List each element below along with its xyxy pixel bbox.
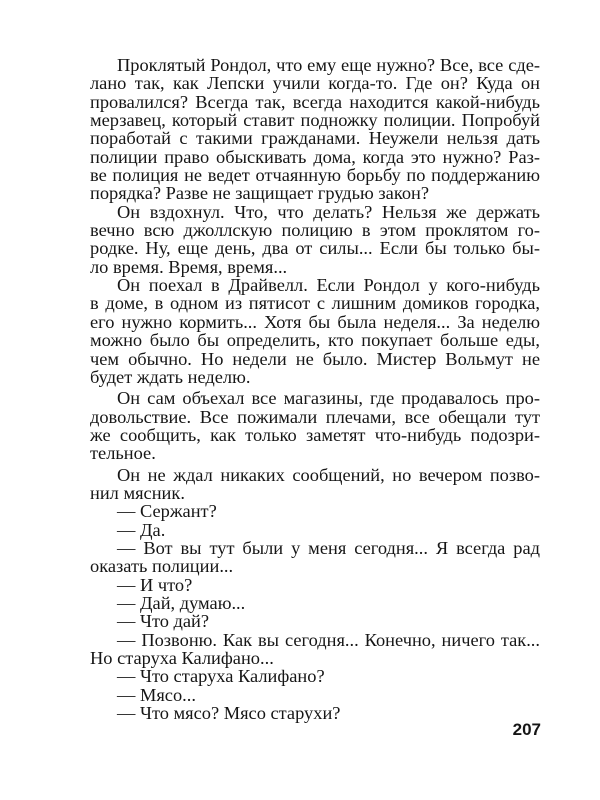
text-line: нил мясник.: [90, 482, 185, 503]
text-line: порядка? Разве не защищает грудью закон?: [90, 183, 430, 204]
text-line: — Что мясо? Мясо старухи?: [117, 703, 341, 724]
dialogue-line: [90, 521, 540, 539]
dialogue-line: [90, 667, 540, 685]
text-line: — Дай, думаю...: [117, 592, 246, 613]
dialogue-line: [90, 576, 540, 594]
paragraph: [90, 466, 540, 503]
text-line: — Позвоню. Как вы сегодня... Конечно, ничего так...: [117, 629, 540, 650]
dialogue-line: [90, 502, 540, 520]
text-line: лано так, как Лепски учили когда-то. Где он? Куда он: [90, 73, 540, 94]
text-line: Он поехал в Драйвелл. Если Рондол у кого-нибудь: [117, 275, 540, 296]
dialogue-line: [90, 612, 540, 630]
page-number: 207: [512, 720, 541, 739]
dialogue-line: [90, 704, 540, 722]
text-line: провалился? Всегда так, всегда находится какой-нибудь: [90, 91, 540, 112]
text-line: в доме, в одном из пятисот с лишним домиков городка,: [90, 293, 540, 314]
paragraph: [90, 203, 540, 276]
dialogue-line: [90, 594, 540, 612]
text-line: можно было бы определить, кто покупает больше еды,: [90, 330, 540, 351]
text-line: чем обычно. Но недели не было. Мистер Вольмут не: [90, 348, 540, 369]
text-line: — Что дай?: [117, 611, 210, 632]
dialogue-line: [90, 631, 540, 668]
text-line: — Сержант?: [117, 501, 217, 522]
paragraph: [90, 56, 540, 203]
text-line: — Вот вы тут были у меня сегодня... Я всегда рад: [117, 537, 540, 558]
text-line: — И что?: [117, 574, 193, 595]
dialogue-line: [90, 686, 540, 704]
text-line: родке. Ну, еще день, два от силы... Если бы только бы-: [90, 238, 540, 259]
text-line: поработай с такими гражданами. Неужели нельзя дать: [90, 128, 540, 149]
text-line: Он не ждал никаких сообщений, но вечером позво-: [117, 464, 540, 485]
text-line: — Что старуха Калифано?: [117, 666, 325, 687]
text-line: будет ждать неделю.: [90, 366, 251, 387]
text-line: ве полиция не ведет отчаянную борьбу по поддержанию: [90, 165, 540, 186]
dialogue-line: [90, 539, 540, 576]
text-line: — Да.: [117, 519, 166, 540]
paragraph: [90, 389, 540, 462]
paragraph: [90, 276, 540, 386]
text-line: его нужно кормить... Хотя бы была неделя... За неделю: [90, 311, 540, 332]
text-line: довольствие. Все пожимали плечами, все обещали тут: [90, 406, 540, 427]
text-line: полиции право обыскивать дома, когда это нужно? Раз-: [90, 146, 540, 167]
text-line: оказать полиции...: [90, 556, 234, 577]
text-line: — Мясо...: [117, 684, 196, 705]
text-line: же сообщить, как только заметят что-нибудь подозри-: [90, 424, 540, 445]
text-line: Он вздохнул. Что, что делать? Нельзя же держать: [117, 201, 540, 222]
body-text: [90, 56, 540, 722]
text-line: мерзавец, который ставит подножку полиции. Попробуй: [90, 110, 540, 131]
text-line: Проклятый Рондол, что ему еще нужно? Все, все сде-: [117, 55, 540, 75]
text-line: Он сам объехал все магазины, где продавалось про-: [117, 388, 540, 409]
text-line: вечно всю джоллскую полицию в этом проклятом го-: [90, 220, 540, 241]
text-line: тельное.: [90, 443, 156, 464]
text-line: Но старуха Калифано...: [90, 648, 274, 668]
text-line: ло время. Время, время...: [90, 256, 288, 277]
